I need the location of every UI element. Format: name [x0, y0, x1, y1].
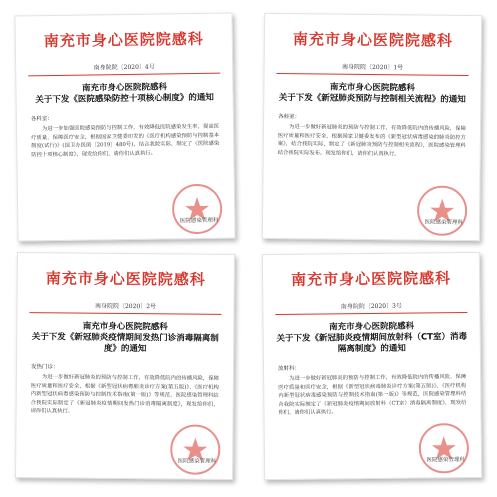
- header-divider: [275, 312, 467, 315]
- notice-document: [262, 13, 482, 241]
- document-title: 南充市身心医院院感科: [329, 321, 415, 333]
- document-number: 南身院院〔2020〕3号: [340, 302, 402, 311]
- document-title: 南充市身心医院院感科: [82, 321, 168, 333]
- salutation: 放射科：: [277, 365, 301, 372]
- official-seal-icon: [415, 183, 470, 238]
- signature: 医院感染管理科: [426, 457, 466, 464]
- document-header: 南充市身心医院院感科: [290, 269, 452, 289]
- notice-document: [15, 252, 235, 480]
- signature: 医院感染管理科: [179, 217, 219, 225]
- document-body: 为进一步做好新冠肺炎的预防与控制工作，有效降低院内的传播风险，保障医疗质量和医疗安全，根据《新型冠状病毒肺炎诊疗方案(第五版)》、《医疗机构内新型冠状病毒感染预防与控制技术指南(第一版)》等规范，医院感染管理科结合我院实际制定了《新冠肺炎疫情期间放射科（CT室）消毒隔离制度》，现发给你们，请你们认真执行。: [278, 374, 467, 417]
- salutation: 发热门诊：: [30, 364, 59, 371]
- document-subtitle: 关于下发《医院感染防控十项核心制度》的通知: [35, 92, 214, 106]
- document-subtitle: 关于下发《新冠肺炎疫情期间放射科（CT室）消毒隔离制度》的通知: [276, 332, 468, 355]
- header-divider: [277, 73, 469, 76]
- document-title: 南充市身心医院院感科: [329, 82, 415, 94]
- document-body: 为进一步做好新冠肺炎的预防与控制工作，有效降低院内的传播风险，保障医疗质量和医疗安全，根据《新型冠状病毒肺炎诊疗方案(第五版)》、《医疗机构内新型冠状病毒感染预防与控制技术指南(第一版)》等规范，医院感染管理科结合我院实际制定了《新冠肺炎疫情期间发热门诊消毒隔离制度》，现发给你们，请你们认真执行。: [30, 374, 219, 415]
- document-title: 南充市身心医院院感科: [81, 82, 168, 94]
- document-number: 南身院院〔2020〕1号: [342, 63, 404, 72]
- document-number: 南身院院〔2020〕2号: [94, 302, 157, 311]
- signature: 医院感染管理科: [177, 458, 217, 465]
- document-body: 为进一步做好新冠肺炎的预防与控制工作，有效降低院内的传播风险，保障医疗质量和医疗安全，根据国家卫健委发布的《新型冠状病毒感染的肺炎防控方案》，结合我院实际，制定了《新冠肺炎预防与控制相关流程》，医院感染管理科结合我院实际发布。现发给你们，请你们认真执行。: [277, 124, 467, 158]
- official-seal-icon: [168, 422, 222, 476]
- document-header: 南充市身心医院院感科: [292, 30, 454, 50]
- official-seal-icon: [170, 182, 225, 237]
- header-divider: [28, 73, 220, 77]
- document-number: 南身院院〔2020〕4号: [93, 63, 155, 72]
- document-body: 为进一步加强医院感染预防与控制工作，有效降低医院感染发生率，提高医疗质量，保障医疗安全，根据国家卫健委印发的《医疗机构感染预防与控制基本制度(试行)》(国卫办医函〔2019〕480号)，结合我院实际，制定了《医院感染防控十项核心制度》，现发给你们，请你们认真执行。: [31, 123, 220, 159]
- document-header: 南充市身心医院院感科: [43, 29, 204, 51]
- salutation: 各科室：: [30, 116, 53, 123]
- notice-document: [14, 12, 235, 241]
- document-header: 南充市身心医院院感科: [45, 269, 206, 289]
- signature: 医院感染管理科: [424, 219, 464, 226]
- document-subtitle: 关于下发《新冠肺炎预防与控制相关流程》的通知: [278, 93, 466, 105]
- document-subtitle: 关于下发《新冠肺炎疫情期间发热门诊消毒隔离制度》的通知: [31, 332, 219, 355]
- official-seal-icon: [417, 421, 472, 476]
- notice-document: [262, 252, 482, 480]
- salutation: 各科室：: [278, 114, 301, 121]
- header-divider: [29, 312, 221, 315]
